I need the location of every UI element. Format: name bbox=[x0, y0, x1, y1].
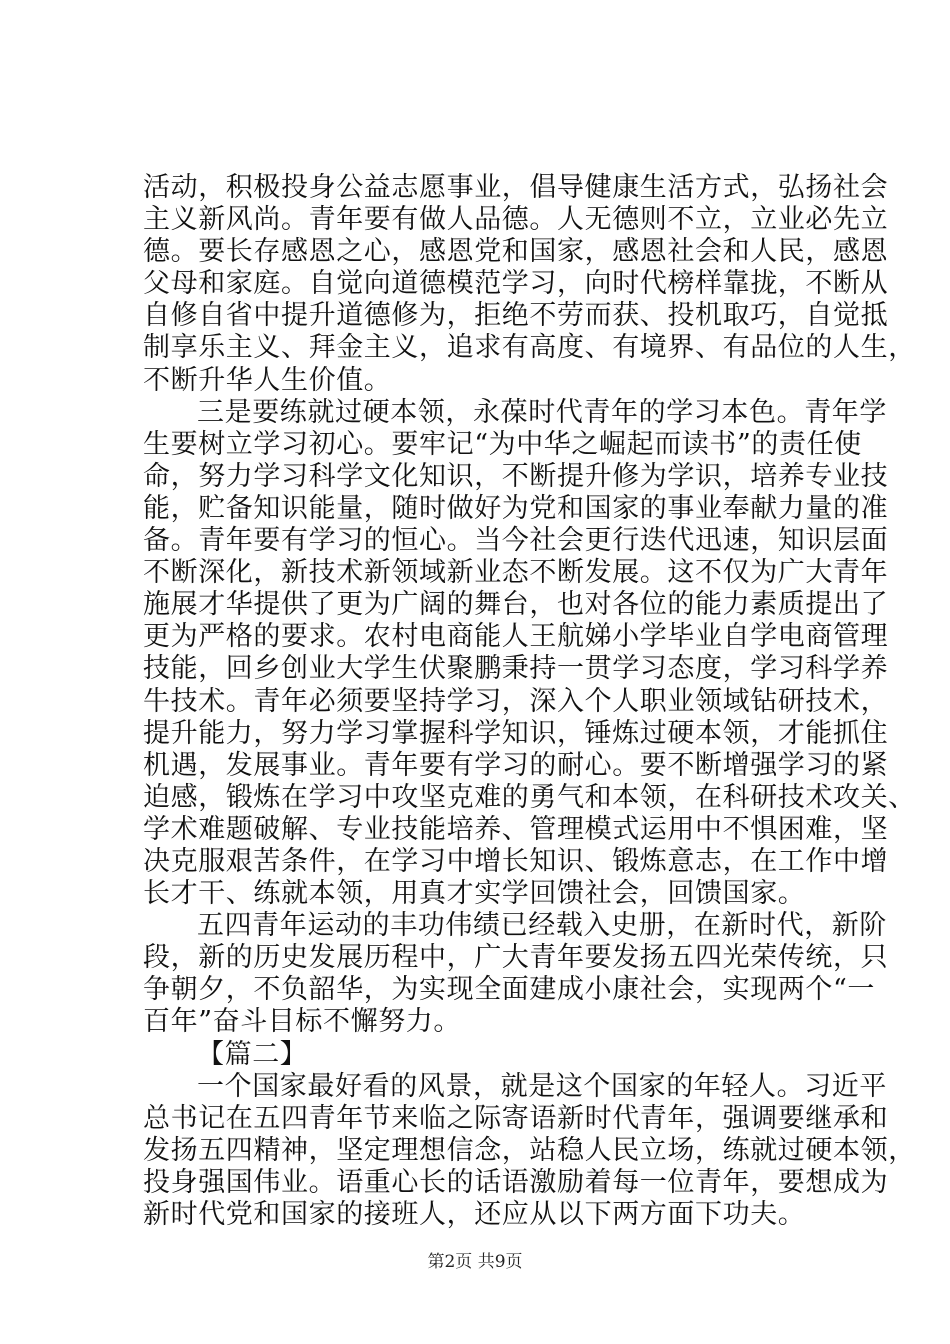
text-line: 迫感，锻炼在学习中攻坚克难的勇气和本领，在科研技术攻关、 bbox=[143, 781, 916, 813]
text-line: 更为严格的要求。农村电商能人王航娣小学毕业自学电商管理 bbox=[143, 621, 889, 653]
text-line: 德。要长存感恩之心，感恩党和国家，感恩社会和人民，感恩 bbox=[143, 236, 889, 268]
text-line: 总书记在五四青年节来临之际寄语新时代青年，强调要继承和 bbox=[143, 1102, 889, 1134]
text-line: 活动，积极投身公益志愿事业，倡导健康生活方式，弘扬社会 bbox=[143, 172, 889, 203]
text-line: 牛技术。青年必须要坚持学习，深入个人职业领域钻研技术， bbox=[143, 685, 889, 717]
text-line: 长才干、练就本领，用真才实学回馈社会，回馈国家。 bbox=[143, 878, 806, 910]
text-line: 不断升华人生价值。 bbox=[143, 364, 392, 396]
text-line: 发扬五四精神，坚定理想信念，站稳人民立场，练就过硬本领， bbox=[143, 1134, 916, 1166]
text-line: 百年”奋斗目标不懈努力。 bbox=[143, 1006, 462, 1038]
page-number-footer: 第2页 共9页 bbox=[427, 1252, 523, 1272]
text-line: 父母和家庭。自觉向道德模范学习，向时代榜样靠拢，不断从 bbox=[143, 268, 889, 300]
text-line: 自修自省中提升道德修为，拒绝不劳而获、投机取巧，自觉抵 bbox=[143, 300, 889, 332]
text-line: 争朝夕，不负韶华，为实现全面建成小康社会，实现两个“一 bbox=[143, 974, 876, 1006]
text-line: 生要树立学习初心。要牢记“为中华之崛起而读书”的责任使 bbox=[143, 428, 862, 460]
section-heading: 【篇二】 bbox=[197, 1038, 308, 1070]
text-line: 机遇，发展事业。青年要有学习的耐心。要不断增强学习的紧 bbox=[143, 749, 889, 781]
paragraph-start-line: 三是要练就过硬本领，永葆时代青年的学习本色。青年学 bbox=[197, 396, 887, 428]
text-line: 命，努力学习科学文化知识，不断提升修为学识，培养专业技 bbox=[143, 460, 889, 492]
text-line: 新时代党和国家的接班人，还应从以下两方面下功夫。 bbox=[143, 1199, 806, 1230]
text-line: 段，新的历史发展历程中，广大青年要发扬五四光荣传统，只 bbox=[143, 942, 889, 974]
text-line: 备。青年要有学习的恒心。当今社会更行迭代迅速，知识层面 bbox=[143, 525, 889, 557]
text-line: 投身强国伟业。语重心长的话语激励着每一位青年，要想成为 bbox=[143, 1166, 889, 1198]
text-line: 能，贮备知识能量，随时做好为党和国家的事业奉献力量的准 bbox=[143, 492, 889, 524]
text-line: 施展才华提供了更为广阔的舞台，也对各位的能力素质提出了 bbox=[143, 589, 889, 621]
text-line: 决克服艰苦条件，在学习中增长知识、锻炼意志，在工作中增 bbox=[143, 845, 889, 877]
text-line: 制享乐主义、拜金主义，追求有高度、有境界、有品位的人生， bbox=[143, 332, 916, 364]
paragraph-start-line: 五四青年运动的丰功伟绩已经载入史册，在新时代，新阶 bbox=[197, 910, 887, 942]
text-line: 学术难题破解、专业技能培养、管理模式运用中不惧困难，坚 bbox=[143, 813, 889, 845]
text-line: 主义新风尚。青年要有做人品德。人无德则不立，立业必先立 bbox=[143, 204, 889, 236]
document-body bbox=[143, 172, 916, 1231]
paragraph-start-line: 一个国家最好看的风景，就是这个国家的年轻人。习近平 bbox=[197, 1070, 887, 1102]
text-line: 提升能力，努力学习掌握科学知识，锤炼过硬本领，才能抓住 bbox=[143, 717, 889, 749]
text-line: 技能，回乡创业大学生伏聚鹏秉持一贯学习态度，学习科学养 bbox=[143, 653, 889, 685]
text-line: 不断深化，新技术新领域新业态不断发展。这不仅为广大青年 bbox=[143, 557, 889, 589]
